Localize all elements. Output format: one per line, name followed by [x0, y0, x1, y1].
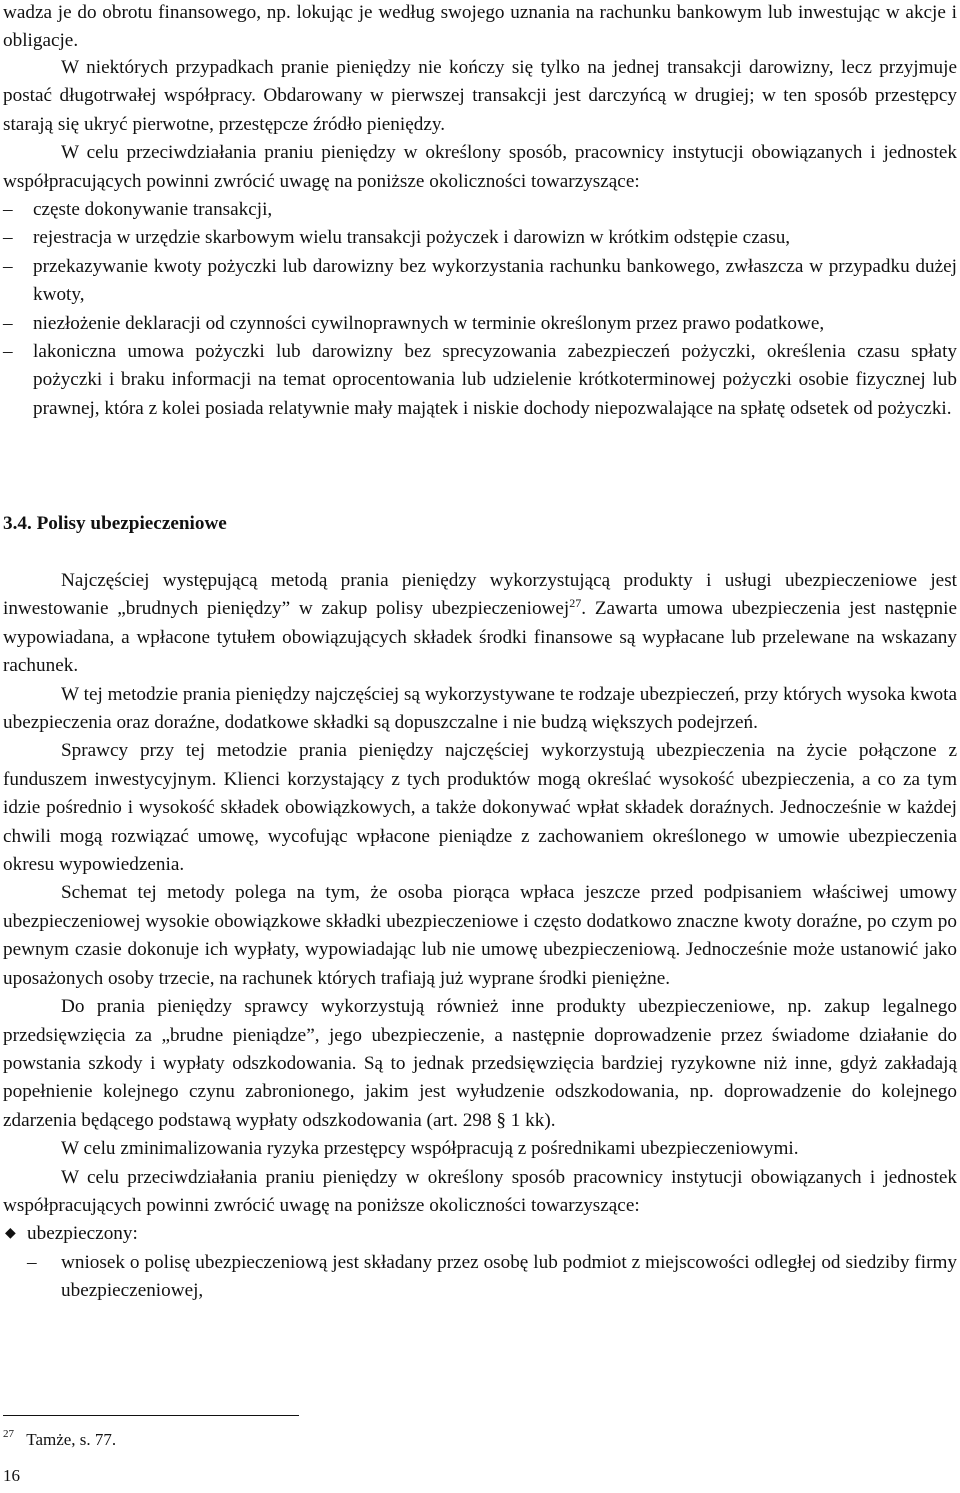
paragraph-countermeasures-intro: W celu przeciwdziałania praniu pieniędzy w określony sposób, pracownicy instytucji obowiązanych i jednostek współpracujących powinni zwrócić uwagę na poniższe okoliczności towarzyszące: — [3, 142, 957, 192]
dash-marker: – — [3, 199, 13, 221]
list-item — [3, 253, 957, 310]
list-item — [3, 338, 957, 423]
paragraph-continuation: wadza je do obrotu finansowego, np. lokując je według swojego uznania na rachunku bankowym lub inwestując w akcje i obligacje. — [3, 2, 957, 52]
list-item — [3, 310, 957, 338]
paragraph-other-products: Do prania pieniędzy sprawcy wykorzystują również inne produkty ubezpieczeniowe, np. zakup legalnego przedsięwzięcia za „brudne pieniądze”, jego ubezpieczenie, a następnie doprowadzenie przez świadome działanie do powstania szkody i wypłaty odszkodowania. Są to jednak przedsięwzięcia bardziej ryzykowne niż inne, gdyż zakładają popełnienie kolejnego czynu zabronionego, jakim jest wyłudzenie odszkodowania, np. doprowadzenie do kolejnego zdarzenia będącego podstawą wypłaty odszkodowania (art. 298 § 1 kk). — [3, 996, 957, 1131]
section-title: Polisy ubezpieczeniowe — [36, 513, 227, 534]
paragraph-method-scheme: Schemat tej metody polega na tym, że osoba piorąca wpłaca jeszcze przed podpisaniem właściwej umowy ubezpieczeniowej wysokie obowiązkowe składki ubezpieczeniowe i często dodatkowo znaczne kwoty doraźne, po czym po pewnym czasie dokonuje ich wypłaty, wypowiadając lub nie umowę ubezpieczeniową. Jednocześnie może ustanowić jako uposażonych osoby trzecie, na rachunek których trafiają już wyprane środki pieniężne. — [3, 882, 957, 989]
dash-marker: – — [3, 227, 13, 249]
footnote-text: Tamże, s. 77. — [26, 1430, 117, 1449]
dash-marker: – — [3, 341, 13, 363]
paragraph-countermeasures-intro-2: W celu przeciwdziałania praniu pieniędzy w określony sposób pracownicy instytucji obowiązanych i jednostek współpracujących powinni zwrócić uwagę na poniższe okoliczności towarzyszące: — [3, 1166, 957, 1216]
footnote-number: 27 — [3, 1428, 14, 1440]
section-number: 3.4. — [3, 513, 32, 534]
circumstances-list — [3, 196, 957, 423]
dash-marker: – — [27, 1251, 37, 1273]
paragraph-intermediaries: W celu zminimalizowania ryzyka przestępcy współpracują z pośrednikami ubezpieczeniowymi. — [61, 1138, 799, 1160]
diamond-bullet-icon: ◆ — [5, 1226, 16, 1242]
paragraph-long-term-cooperation: W niektórych przypadkach pranie pieniędzy nie kończy się tylko na jednej transakcji darowizny, lecz przyjmuje postać długotrwałej współpracy. Obdarowany w pierwszej transakcji jest darczyńcą w drugiej; w ten sposób przestępcy starają się ukryć pierwotne, przestępcze źródło pieniędzy. — [3, 57, 957, 135]
list-item — [3, 196, 957, 224]
dash-marker: – — [3, 255, 13, 277]
section-heading — [3, 510, 227, 538]
list-item-text: rejestracja w urzędzie skarbowym wielu transakcji pożyczek i darowizn w krótkim odstępie czasu, — [33, 227, 791, 249]
list-item-text: niezłożenie deklaracji od czynności cywilnoprawnych w terminie określonym przez prawo podatkowe, — [33, 312, 825, 334]
list-item-text: częste dokonywanie transakcji, — [33, 199, 273, 221]
paragraph-insurance-types: W tej metodzie prania pieniędzy najczęściej są wykorzystywane te rodzaje ubezpieczeń, przy których wysoka kwota ubezpieczenia oraz doraźne, dodatkowe składki są dopuszczalne i nie budzą większych podejrzeń. — [3, 683, 957, 734]
page-number: 16 — [3, 1466, 20, 1485]
list-item-text: lakoniczna umowa pożyczki lub darowizny bez sprecyzowania zabezpieczeń pożyczki, określenia czasu spłaty pożyczki i braku informacji na temat oprocentowania lub udzielenie krótkoterminowej pożyczki osobie fizycznej lub prawnej, która z kolei posiada relatywnie mały majątek i niskie dochody niepozwalające na spłatę odsetek od pożyczki. — [33, 341, 957, 419]
paragraph-text: . Zawarta umowa ubezpieczenia jest następnie wypowiadana, a wpłacone tytułem obowiązujących składek środki finansowe są wypłacane lub przelewane na wskazany rachunek. — [3, 598, 957, 677]
bullet-item-insured — [3, 1220, 957, 1248]
footnote-divider — [3, 1415, 299, 1416]
list-item — [3, 224, 957, 252]
list-item-text: przekazywanie kwoty pożyczki lub darowizny bez wykorzystania rachunku bankowego, zwłaszcza w przypadku dużej kwoty, — [33, 255, 957, 306]
paragraph-text: Najczęściej występującą metodą prania pieniędzy wykorzystującą produkty i usługi ubezpieczeniowe jest inwestowanie „brudnych pieniędzy” w zakup polisy ubezpieczeniowej — [3, 570, 957, 620]
paragraph-insurance-method — [3, 567, 957, 681]
bullet-item-text: ubezpieczony: — [27, 1223, 138, 1245]
sub-list-item — [3, 1249, 957, 1306]
list-item-text: wniosek o polisę ubezpieczeniową jest składany przez osobę lub podmiot z miejscowości odległej od siedziby firmy ubezpieczeniowej, — [61, 1251, 957, 1302]
paragraph-life-insurance: Sprawcy przy tej metodzie prania pieniędzy najczęściej wykorzystują ubezpieczenia na życie połączone z funduszem inwestycyjnym. Klienci korzystający z tych produktów mogą określać wysokość ubezpieczenia, a co za tym idzie pośrednio i wysokość składek obowiązkowych, a także dokonywać wpłat składek doraźnych. Jednocześnie w każdej chwili mogą rozwiązać umowę, wycofując wpłacone pieniądze z zachowaniem określonego w umowie ubezpieczenia okresu wypowiedzenia. — [3, 740, 957, 876]
footnote — [3, 1428, 116, 1452]
footnote-reference[interactable]: 27 — [569, 596, 582, 611]
dash-marker: – — [3, 312, 13, 334]
section-body — [3, 567, 957, 1306]
main-flow — [3, 54, 957, 423]
